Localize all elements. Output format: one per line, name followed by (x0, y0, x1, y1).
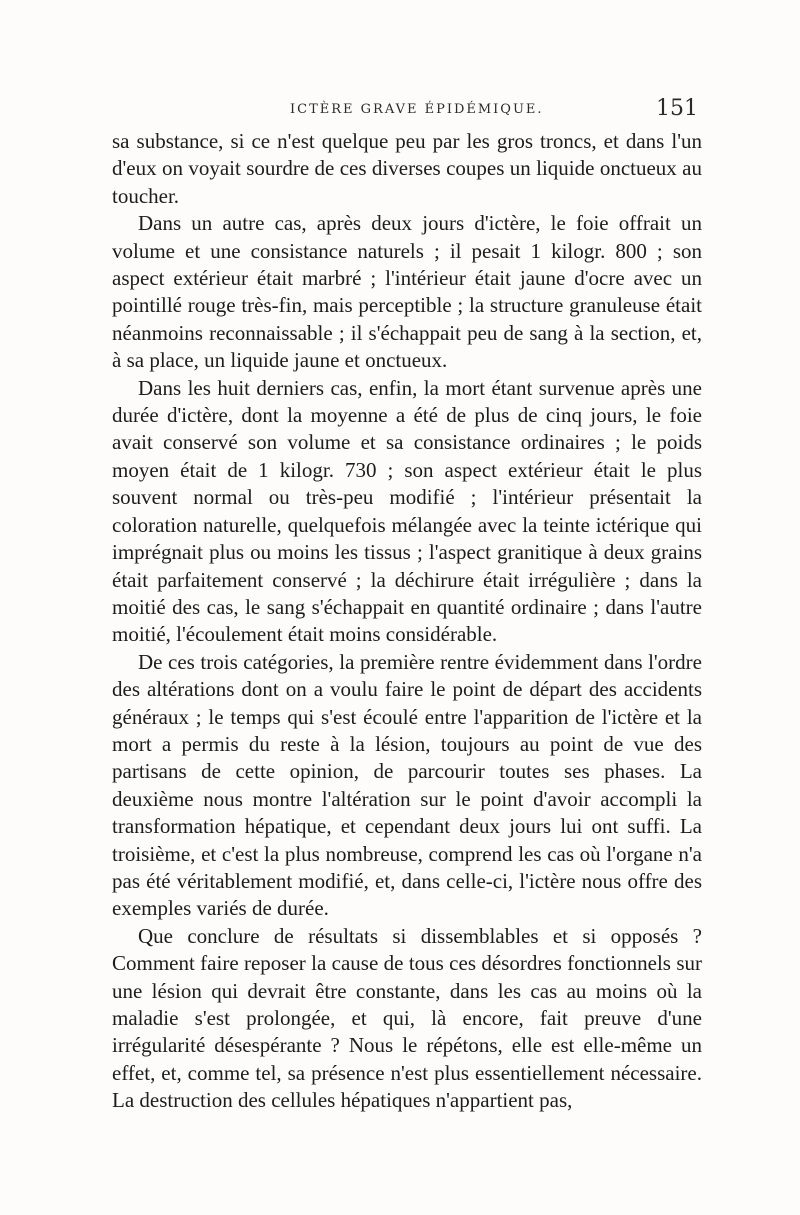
page-number: 151 (656, 96, 698, 121)
paragraph: De ces trois catégories, la première rentre évidemment dans l'ordre des altérations dont on a voulu faire le point de départ des accidents généraux ; le temps qui s'est écoulé entre l'apparition de l'ictère et la mort a permis du reste à la lésion, toujours au point de vue des partisans de cette opinion, de parcourir toutes ses phases. La deuxième nous montre l'altération sur le point d'avoir accompli la transformation hépatique, et cependant deux jours lui ont suffi. La troisième, et c'est la plus nombreuse, comprend les cas où l'organe n'a pas été véritablement modifié, et, dans celle-ci, l'ictère nous offre des exemples variés de durée. (112, 649, 702, 921)
paragraph: Dans un autre cas, après deux jours d'ictère, le foie offrait un volume et une consistance naturels ; il pesait 1 kilogr. 800 ; son aspect extérieur était marbré ; l'intérieur était jaune d'ocre avec un pointillé rouge très-fin, mais perceptible ; la structure granuleuse était néanmoins reconnaissable ; il s'échappait peu de sang à la section, et, à sa place, un liquide jaune et onctueux. (112, 211, 702, 373)
paragraph: Dans les huit derniers cas, enfin, la mort étant survenue après une durée d'ictère, dont la moyenne a été de plus de cinq jours, le foie avait conservé son volume et sa consistance ordinaires ; le poids moyen était de 1 kilogr. 730 ; son aspect extérieur était le plus souvent normal ou très-peu modifié ; l'intérieur présentait la coloration naturelle, quelquefois mélangée avec la teinte ictérique qui imprégnait plus ou moins les tissus ; l'aspect granitique à deux grains était parfaitement conservé ; la déchirure était irrégulière ; dans la moitié des cas, le sang s'échappait en quantité ordinaire ; dans l'autre moitié, l'écoulement était moins considérable. (112, 375, 702, 647)
running-title: ICTÈRE GRAVE ÉPIDÉMIQUE. (290, 102, 544, 117)
paragraph: Que conclure de résultats si dissemblables et si opposés ? Comment faire reposer la cause de tous ces désordres fonctionnels sur une lésion qui devrait être constante, dans les cas au moins où la maladie s'est prolongée, et qui, là encore, fait preuve d'une irrégularité désespérante ? Nous le répétons, elle est elle-même un effet, et, comme tel, sa présence n'est plus essentiellement nécessaire. La destruction des cellules hépatiques n'appartient pas, (112, 923, 702, 1113)
page-header (118, 96, 698, 124)
paragraph: sa substance, si ce n'est quelque peu par les gros troncs, et dans l'un d'eux on voyait sourdre de ces diverses coupes un liquide onctueux au toucher. (112, 129, 702, 208)
body-text (112, 128, 702, 1115)
